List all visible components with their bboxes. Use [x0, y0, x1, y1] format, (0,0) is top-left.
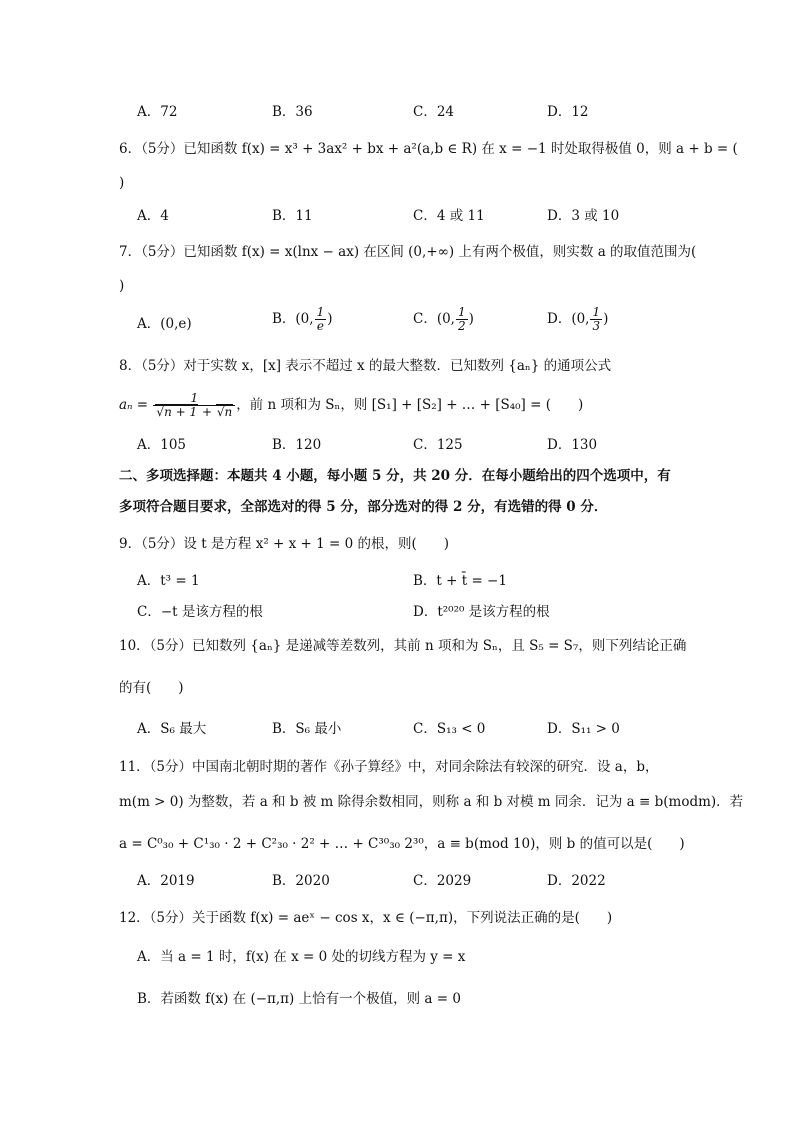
q7-option-c-label: C．(0, — [413, 311, 455, 327]
q7-option-d: D．(0, $\frac{1}{3}$ ) — [547, 305, 609, 333]
q6-option-b: B．11 — [272, 208, 313, 224]
q9-option-d: D．t²⁰²⁰ 是该方程的根 — [413, 604, 550, 620]
q7-option-c: C．(0, $\frac{1}{2}$ ) — [413, 305, 474, 333]
q8-an-fraction: $\frac{1}{√n + 1 + √n}$ — [153, 392, 235, 419]
q12-option-a: A．当 a = 1 时，f(x) 在 x = 0 处的切线方程为 y = x — [137, 949, 466, 965]
q8-option-b: B．120 — [272, 437, 322, 453]
q8-formula-line — [119, 392, 583, 419]
q7-stem: 7．（5分）已知函数 f(x) = x(lnx − ax) 在区间 (0,+∞) 上有两个极值，则实数 a 的取值范围为( — [119, 244, 697, 260]
q6-stem: 6．（5分）已知函数 f(x) = x³ + 3ax² + bx + a²(a,b ∈ R) 在 x = −1 时处取得极值 0，则 a + b = ( — [119, 141, 738, 157]
q8-sum-text: ，前 n 项和为 Sₙ，则 [S₁] + [S₂] + … + [S₄₀] = ( ) — [236, 397, 584, 413]
q10-stem: 10．（5分）已知数列 {aₙ} 是递减等差数列，其前 n 项和为 Sₙ，且 S₅ = S₇，则下列结论正确 — [119, 638, 687, 654]
q8-option-a: A．105 — [137, 437, 187, 453]
q8-option-c: C．125 — [413, 437, 463, 453]
q9-stem: 9．（5分）设 t 是方程 x² + x + 1 = 0 的根，则( ) — [119, 536, 450, 552]
q11-line-3: a = C⁰₃₀ + C¹₃₀ · 2 + C²₃₀ · 2² + … + C³⁰₃₀ 2³⁰，a ≡ b(mod 10)，则 b 的值可以是( ) — [119, 836, 685, 852]
q7-option-b: B．(0, $\frac{1}{e}$ ) — [272, 305, 333, 333]
q8-option-d: D．130 — [547, 437, 598, 453]
q12-stem: 12．（5分）关于函数 f(x) = aeˣ − cos x，x ∈ (−π,π)，下列说法正确的是( ) — [119, 910, 613, 926]
q6-option-a: A．4 — [137, 208, 169, 224]
q5-option-c: C．24 — [413, 104, 455, 120]
q8-stem: 8．（5分）对于实数 x，[x] 表示不超过 x 的最大整数．已知数列 {aₙ} 的通项公式 — [119, 358, 612, 374]
q11-option-c: C．2029 — [413, 873, 472, 889]
q5-option-d: D．12 — [547, 104, 589, 120]
q7-stem-cont: ) — [119, 278, 125, 294]
section-2-line-2: 多项符合题目要求，全部选对的得 5 分，部分选对的得 2 分，有选错的得 0 分． — [119, 499, 608, 515]
q7-option-b-fraction: $\frac{1}{e}$ — [316, 305, 325, 333]
q11-line-1: 11．（5分）中国南北朝时期的著作《孙子算经》中，对同余除法有较深的研究．设 a，b， — [119, 759, 659, 775]
q9-option-a: A．t³ = 1 — [137, 573, 200, 589]
q10-option-b: B．S₆ 最小 — [272, 721, 342, 737]
q10-option-d: D．S₁₁ > 0 — [547, 721, 620, 737]
q11-option-d: D．2022 — [547, 873, 606, 889]
section-2-line-1: 二、多项选择题：本题共 4 小题，每小题 5 分，共 20 分．在每小题给出的四个选项中，有 — [119, 468, 671, 484]
q9-option-b: B．t + t̄ = −1 — [413, 573, 507, 589]
q7-option-d-fraction: $\frac{1}{3}$ — [592, 305, 601, 333]
q12-option-b: B．若函数 f(x) 在 (−π,π) 上恰有一个极值，则 a = 0 — [137, 991, 461, 1007]
q6-option-d: D．3 或 10 — [547, 208, 620, 224]
q6-option-c: C．4 或 11 — [413, 208, 485, 224]
q6-stem-cont: ) — [119, 175, 125, 191]
q11-option-b: B．2020 — [272, 873, 330, 889]
q7-option-a: A．(0,e) — [137, 316, 192, 332]
q10-stem-cont: 的有( ) — [119, 680, 184, 696]
q7-option-c-fraction: $\frac{1}{2}$ — [457, 305, 466, 333]
q7-option-d-label: D．(0, — [547, 311, 590, 327]
q5-option-b: B．36 — [272, 104, 313, 120]
q10-option-c: C．S₁₃ < 0 — [413, 721, 486, 737]
q5-option-a: A．72 — [137, 104, 178, 120]
q11-line-2: m(m > 0) 为整数，若 a 和 b 被 m 除得余数相同，则称 a 和 b 对模 m 同余．记为 a ≡ b(modm)．若 — [119, 794, 744, 810]
q11-option-a: A．2019 — [137, 873, 195, 889]
q8-an-label: aₙ = — [119, 397, 149, 413]
q9-option-c: C．−t 是该方程的根 — [137, 604, 263, 620]
q7-option-b-label: B．(0, — [272, 311, 314, 327]
q10-option-a: A．S₆ 最大 — [137, 721, 207, 737]
